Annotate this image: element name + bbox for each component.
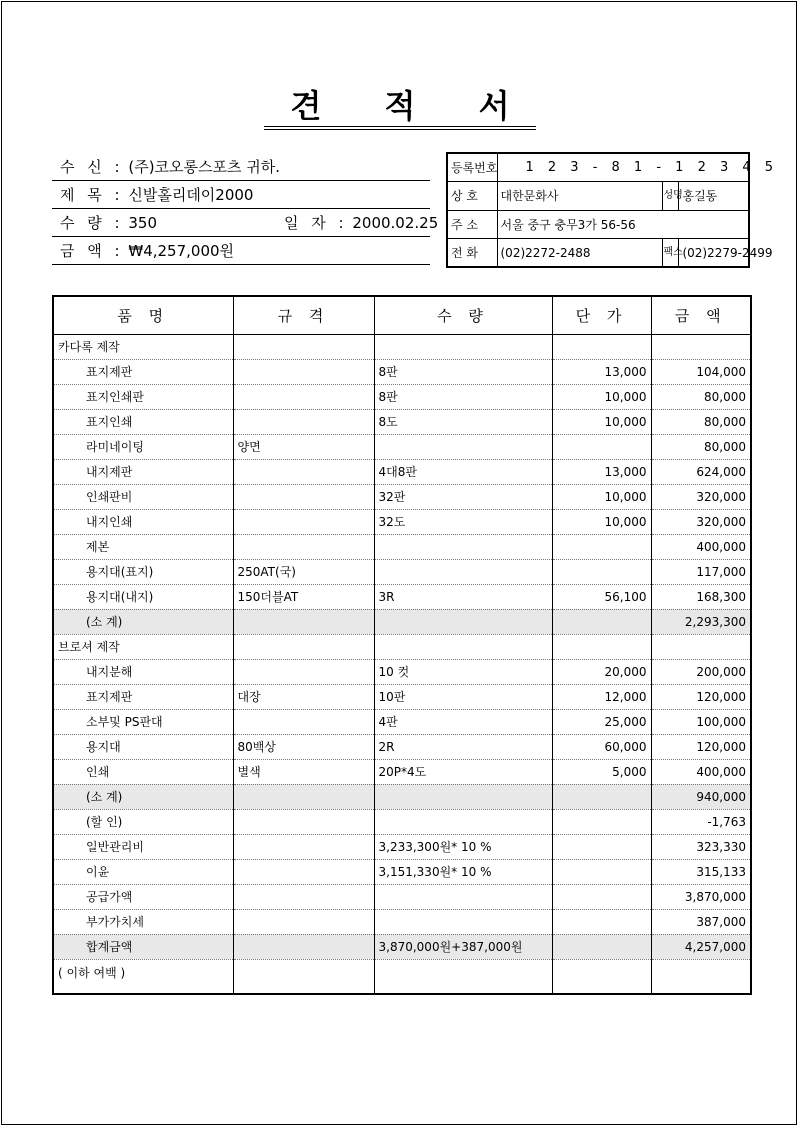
amount-cell: 624,000	[651, 459, 751, 484]
table-row	[53, 409, 751, 434]
spec-cell: 별색	[233, 759, 374, 784]
item-name-cell: 이윤	[53, 859, 233, 884]
table-row	[53, 884, 751, 909]
spec-cell	[233, 784, 374, 809]
ceo-value: 홍길동	[679, 182, 749, 211]
item-name-cell: 인쇄	[53, 759, 233, 784]
amount-label: 금 액 :	[60, 242, 124, 260]
unit-price-cell: 12,000	[552, 684, 651, 709]
item-name-cell: (소 계)	[53, 784, 233, 809]
item-name-cell: 용지대(내지)	[53, 584, 233, 609]
supplier-row-name	[447, 182, 749, 211]
unit-price-cell	[552, 809, 651, 834]
recipient-block	[52, 153, 439, 265]
amount-cell: 2,293,300	[651, 609, 751, 634]
spec-cell	[233, 834, 374, 859]
table-row	[53, 909, 751, 934]
recipient-label: 수 신 :	[60, 158, 124, 176]
header-item-name: 품 명	[53, 296, 233, 334]
item-name-cell: 용지대(표지)	[53, 559, 233, 584]
fax-label: 팩스	[663, 239, 679, 268]
quantity-cell: 3R	[374, 584, 552, 609]
spec-cell	[233, 934, 374, 959]
table-row	[53, 334, 751, 359]
recipient-line	[52, 153, 430, 181]
amount-cell: 387,000	[651, 909, 751, 934]
quantity-cell: 4판	[374, 709, 552, 734]
table-row	[53, 709, 751, 734]
unit-price-cell: 13,000	[552, 459, 651, 484]
unit-price-cell: 10,000	[552, 384, 651, 409]
spec-cell	[233, 959, 374, 994]
quantity-cell	[374, 634, 552, 659]
item-name-cell: 내지인쇄	[53, 509, 233, 534]
table-row	[53, 859, 751, 884]
spec-cell: 양면	[233, 434, 374, 459]
reg-label: 등록번호	[447, 153, 497, 182]
ceo-label: 성명	[663, 182, 679, 211]
quantity-value: 350	[128, 214, 157, 232]
supplier-row-tel	[447, 239, 749, 268]
amount-line	[52, 237, 430, 265]
unit-price-cell: 60,000	[552, 734, 651, 759]
amount-cell: 168,300	[651, 584, 751, 609]
item-name-cell: ( 이하 여백 )	[53, 959, 233, 994]
item-name-cell: 소부및 PS판대	[53, 709, 233, 734]
header-unit-price: 단 가	[552, 296, 651, 334]
quantity-cell: 8판	[374, 359, 552, 384]
quantity-cell	[374, 884, 552, 909]
unit-price-cell: 10,000	[552, 509, 651, 534]
company-name-label: 상 호	[447, 182, 497, 211]
unit-price-cell	[552, 909, 651, 934]
spec-cell	[233, 509, 374, 534]
spec-cell	[233, 409, 374, 434]
quantity-cell: 32판	[374, 484, 552, 509]
item-name-cell: 제본	[53, 534, 233, 559]
unit-price-cell: 13,000	[552, 359, 651, 384]
spec-cell: 80백상	[233, 734, 374, 759]
table-row	[53, 559, 751, 584]
phone-label: 전 화	[447, 239, 497, 268]
unit-price-cell	[552, 534, 651, 559]
table-row	[53, 834, 751, 859]
item-name-cell: 표지인쇄	[53, 409, 233, 434]
quantity-cell	[374, 809, 552, 834]
item-name-cell: 내지분해	[53, 659, 233, 684]
date-value: 2000.02.25	[352, 214, 439, 232]
amount-cell: 315,133	[651, 859, 751, 884]
amount-value: ₩4,257,000원	[128, 242, 235, 260]
amount-cell: -1,763	[651, 809, 751, 834]
header-amount: 금 액	[651, 296, 751, 334]
table-row	[53, 584, 751, 609]
unit-price-cell	[552, 834, 651, 859]
quantity-cell	[374, 334, 552, 359]
item-name-cell: 용지대	[53, 734, 233, 759]
amount-cell: 323,330	[651, 834, 751, 859]
quantity-cell: 10판	[374, 684, 552, 709]
subject-label: 제 목 :	[60, 186, 124, 204]
phone-value: (02)2272-2488	[497, 239, 663, 268]
unit-price-cell	[552, 334, 651, 359]
quantity-cell: 3,870,000원+387,000원	[374, 934, 552, 959]
unit-price-cell	[552, 884, 651, 909]
unit-price-cell: 10,000	[552, 409, 651, 434]
spec-cell	[233, 534, 374, 559]
quantity-cell: 32도	[374, 509, 552, 534]
table-row	[53, 609, 751, 634]
amount-cell: 104,000	[651, 359, 751, 384]
quantity-cell	[374, 534, 552, 559]
quantity-cell: 3,151,330원* 10 %	[374, 859, 552, 884]
reg-value: 1 2 3 - 8 1 - 1 2 3 4 5	[497, 153, 749, 182]
supplier-info-table	[446, 152, 779, 268]
spec-cell	[233, 884, 374, 909]
spec-cell	[233, 359, 374, 384]
table-row	[53, 484, 751, 509]
table-row	[53, 509, 751, 534]
table-row	[53, 809, 751, 834]
quantity-cell: 20P*4도	[374, 759, 552, 784]
table-row	[53, 384, 751, 409]
subject-value: 신발홀리데이2000	[128, 186, 254, 204]
quantity-label: 수 량 :	[60, 214, 124, 232]
date-label: 일 자 :	[284, 214, 348, 232]
amount-cell: 200,000	[651, 659, 751, 684]
address-value: 서울 중구 충무3가 56-56	[497, 210, 749, 239]
table-row	[53, 459, 751, 484]
spec-cell	[233, 859, 374, 884]
spec-cell	[233, 384, 374, 409]
table-row	[53, 359, 751, 384]
amount-cell	[651, 634, 751, 659]
amount-cell: 400,000	[651, 534, 751, 559]
table-row	[53, 634, 751, 659]
item-name-cell: 표지인쇄판	[53, 384, 233, 409]
spec-cell	[233, 909, 374, 934]
table-row	[53, 959, 751, 994]
date-field	[284, 209, 438, 237]
item-name-cell: 카다록 제작	[53, 334, 233, 359]
supplier-row-reg	[447, 153, 749, 182]
item-name-cell: (할 인)	[53, 809, 233, 834]
item-name-cell: 브로셔 제작	[53, 634, 233, 659]
header-quantity: 수 량	[374, 296, 552, 334]
quantity-cell	[374, 959, 552, 994]
spec-cell: 대장	[233, 684, 374, 709]
amount-cell: 117,000	[651, 559, 751, 584]
unit-price-cell	[552, 784, 651, 809]
unit-price-cell: 25,000	[552, 709, 651, 734]
quantity-cell: 8도	[374, 409, 552, 434]
header-spec: 규 격	[233, 296, 374, 334]
unit-price-cell	[552, 859, 651, 884]
unit-price-cell: 5,000	[552, 759, 651, 784]
quantity-cell: 4대8판	[374, 459, 552, 484]
quantity-cell: 10 컷	[374, 659, 552, 684]
quantity-date-line	[52, 209, 439, 237]
table-row	[53, 659, 751, 684]
amount-cell: 400,000	[651, 759, 751, 784]
quantity-cell	[374, 434, 552, 459]
spec-cell	[233, 659, 374, 684]
item-name-cell: 인쇄판비	[53, 484, 233, 509]
item-name-cell: 라미네이팅	[53, 434, 233, 459]
item-name-cell: 표지제판	[53, 684, 233, 709]
amount-cell: 940,000	[651, 784, 751, 809]
document-title: 견 적 서	[264, 86, 535, 130]
unit-price-cell	[552, 434, 651, 459]
spec-cell: 250AT(국)	[233, 559, 374, 584]
item-name-cell: 합계금액	[53, 934, 233, 959]
amount-cell: 3,870,000	[651, 884, 751, 909]
item-name-cell: 일반관리비	[53, 834, 233, 859]
unit-price-cell	[552, 959, 651, 994]
amount-cell: 80,000	[651, 409, 751, 434]
amount-cell: 80,000	[651, 384, 751, 409]
quantity-cell: 2R	[374, 734, 552, 759]
unit-price-cell: 56,100	[552, 584, 651, 609]
items-table	[52, 295, 752, 995]
quantity-cell: 3,233,300원* 10 %	[374, 834, 552, 859]
unit-price-cell: 20,000	[552, 659, 651, 684]
amount-cell: 320,000	[651, 509, 751, 534]
table-row	[53, 759, 751, 784]
amount-cell: 100,000	[651, 709, 751, 734]
amount-cell: 4,257,000	[651, 934, 751, 959]
supplier-row-addr	[447, 210, 749, 239]
amount-cell	[651, 959, 751, 994]
amount-cell: 120,000	[651, 734, 751, 759]
fax-value: (02)2279-2499	[679, 239, 749, 268]
spec-cell: 150더블AT	[233, 584, 374, 609]
spec-cell	[233, 809, 374, 834]
quantity-cell	[374, 609, 552, 634]
amount-cell: 80,000	[651, 434, 751, 459]
spec-cell	[233, 459, 374, 484]
unit-price-cell	[552, 634, 651, 659]
address-label: 주 소	[447, 210, 497, 239]
table-row	[53, 734, 751, 759]
item-name-cell: 내지제판	[53, 459, 233, 484]
spec-cell	[233, 484, 374, 509]
unit-price-cell	[552, 934, 651, 959]
table-row	[53, 434, 751, 459]
spec-cell	[233, 334, 374, 359]
spec-cell	[233, 609, 374, 634]
item-name-cell: 공급가액	[53, 884, 233, 909]
items-header-row	[53, 296, 751, 334]
recipient-value: (주)코오롱스포츠 귀하.	[128, 158, 281, 176]
company-name-value: 대한문화사	[497, 182, 663, 211]
unit-price-cell	[552, 609, 651, 634]
unit-price-cell: 10,000	[552, 484, 651, 509]
item-name-cell: 부가가치세	[53, 909, 233, 934]
quantity-cell	[374, 784, 552, 809]
amount-cell: 320,000	[651, 484, 751, 509]
amount-cell: 120,000	[651, 684, 751, 709]
title-area	[0, 86, 800, 130]
spec-cell	[233, 634, 374, 659]
items-body	[53, 334, 751, 994]
quantity-cell: 8판	[374, 384, 552, 409]
table-row	[53, 534, 751, 559]
amount-cell	[651, 334, 751, 359]
unit-price-cell	[552, 559, 651, 584]
item-name-cell: (소 계)	[53, 609, 233, 634]
table-row	[53, 784, 751, 809]
spec-cell	[233, 709, 374, 734]
table-row	[53, 684, 751, 709]
subject-line	[52, 181, 430, 209]
item-name-cell: 표지제판	[53, 359, 233, 384]
quantity-cell	[374, 559, 552, 584]
table-row	[53, 934, 751, 959]
quantity-cell	[374, 909, 552, 934]
